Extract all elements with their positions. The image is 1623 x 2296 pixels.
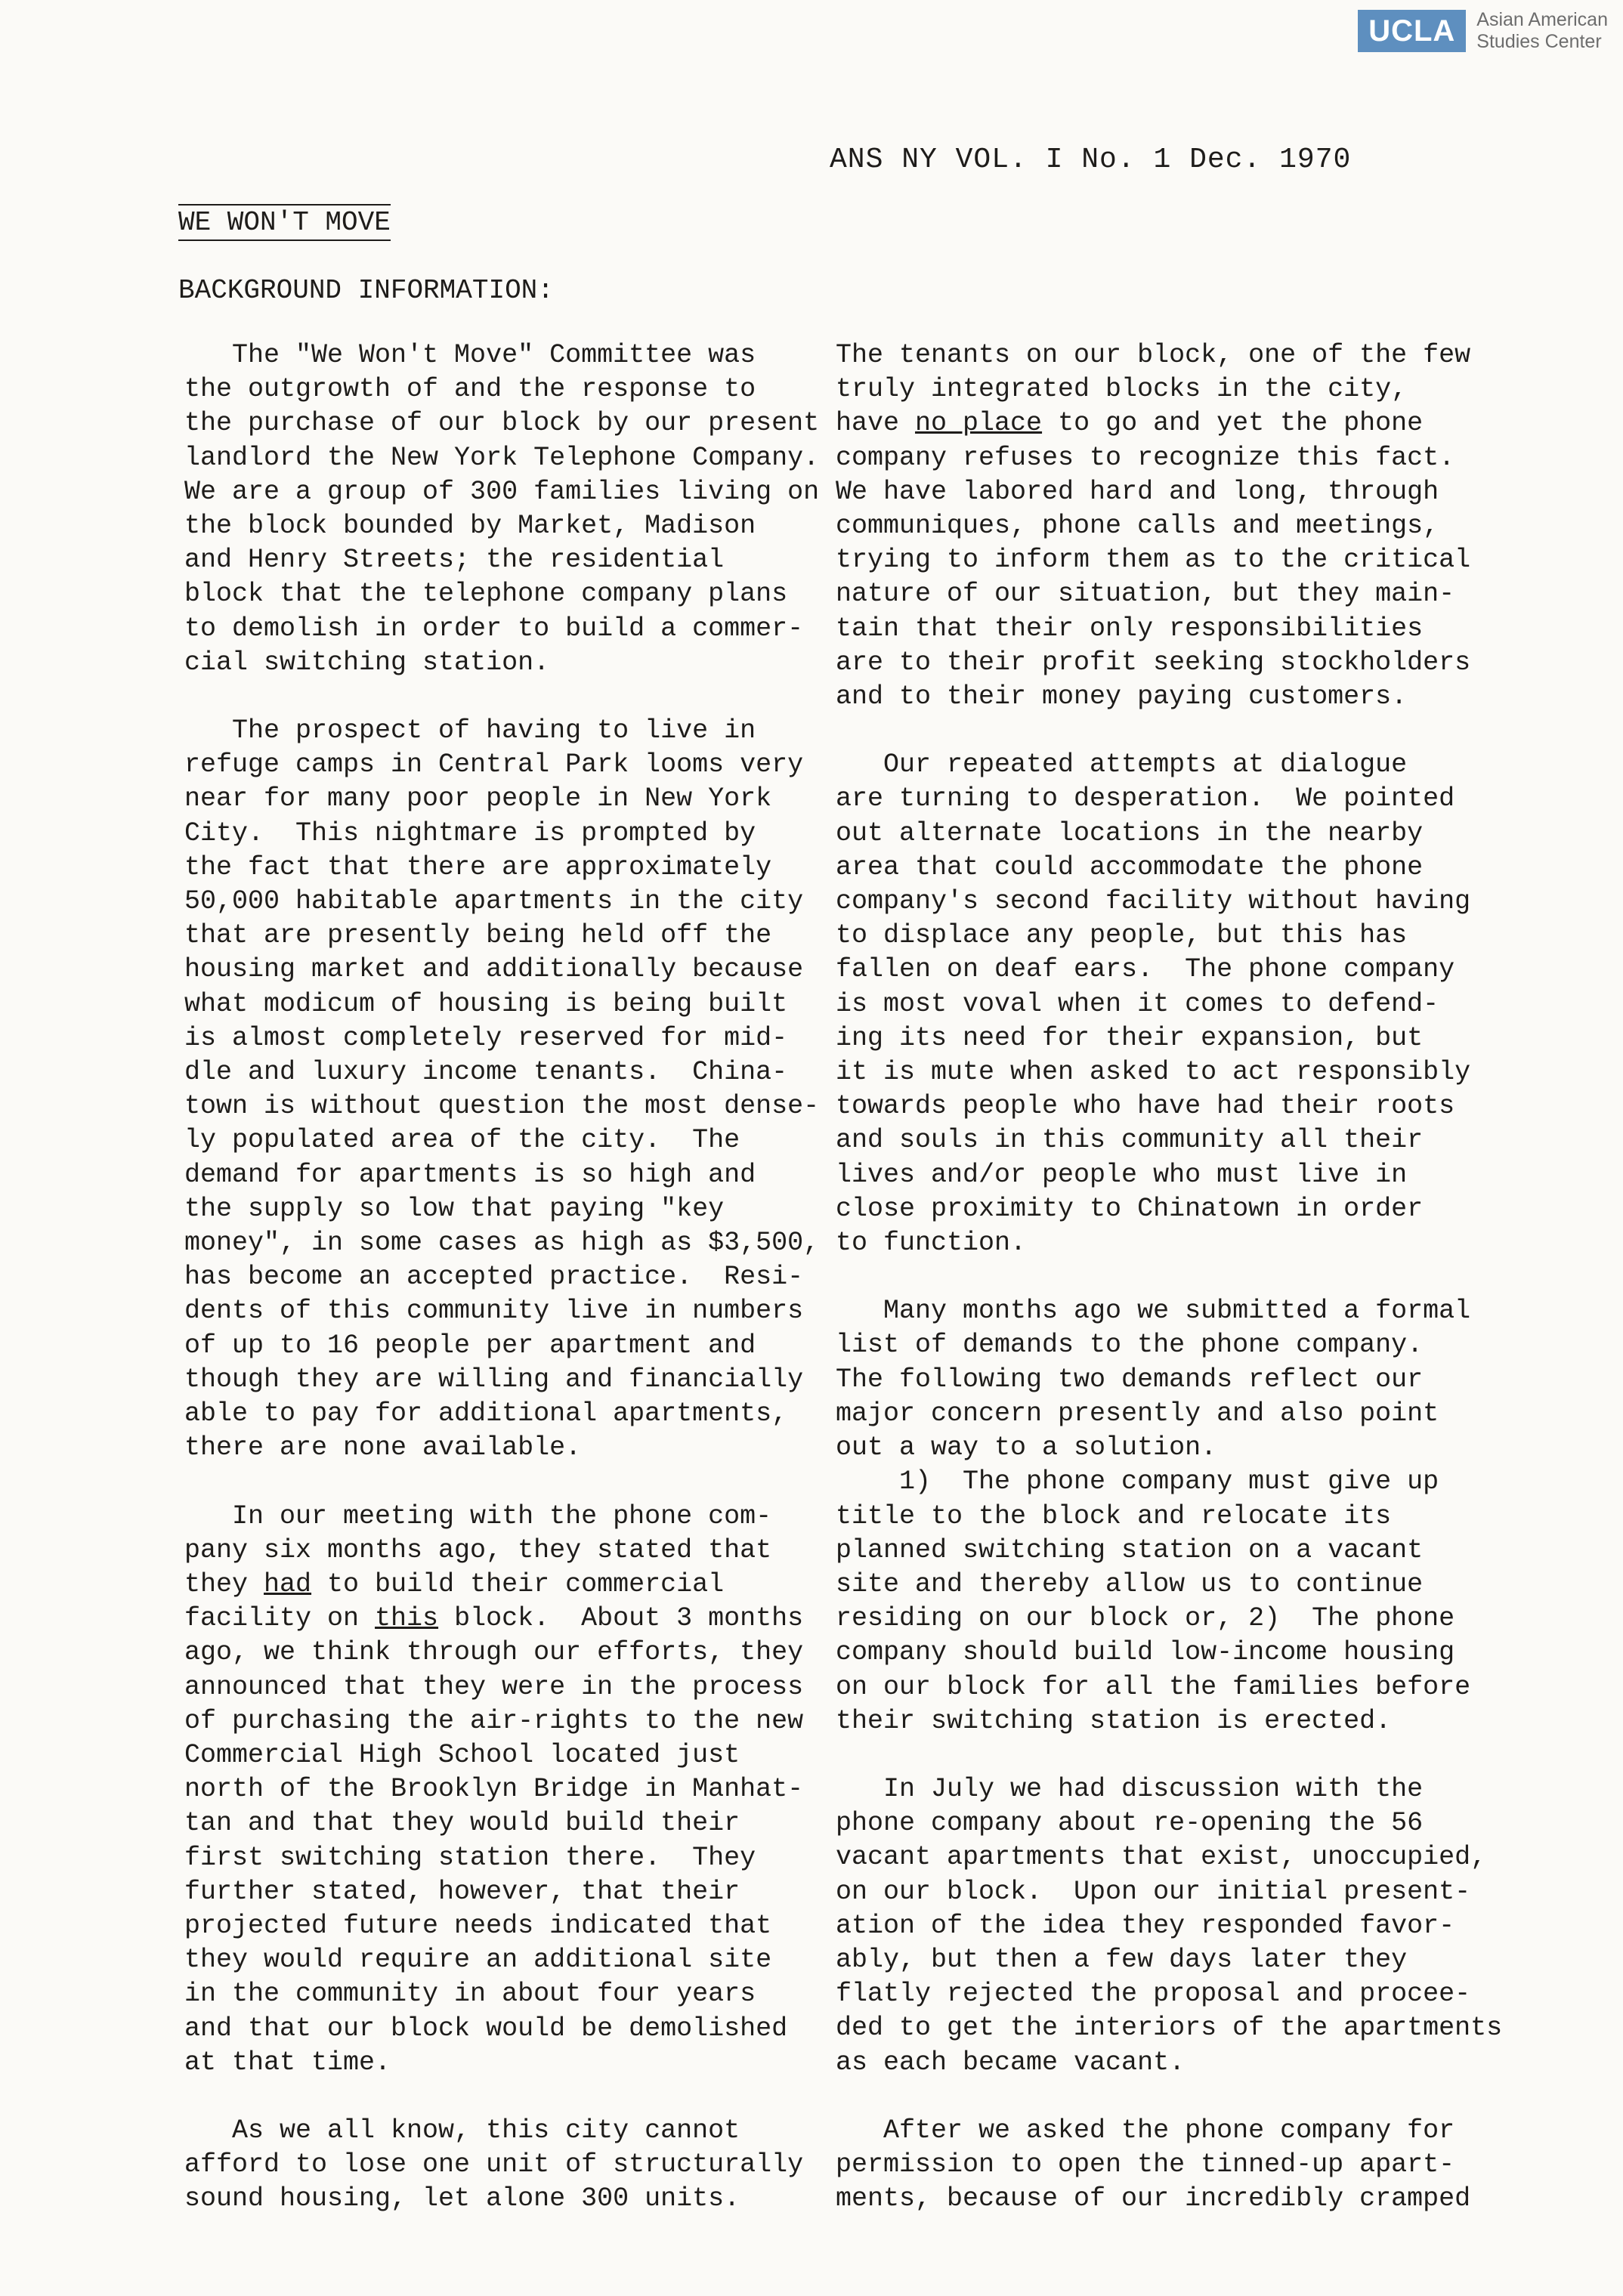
text-line: ded to get the interiors of the apartments [836,2013,1503,2044]
text-line: in the community in about four years [184,1979,756,2010]
text-line: ing its need for their expansion, but [836,1022,1424,1053]
text-run: they [184,1568,264,1599]
text-line: As we all know, this city cannot [184,2115,740,2146]
text-line: money", in some cases as high as $3,500, [184,1228,820,1259]
text-line: north of the Brooklyn Bridge in Manhat- [184,1774,804,1805]
text-line: City. This nightmare is prompted by [184,817,756,848]
text-line: pany six months ago, they stated that [184,1534,772,1565]
text-run: block. About 3 months [438,1603,804,1634]
text-line: 50,000 habitable apartments in the city [184,886,804,917]
text-line: lives and/or people who must live in [836,1159,1408,1190]
text-line [184,1568,819,1602]
text-line: cial switching station. [184,647,550,678]
text-line: the purchase of our block by our present [184,408,820,439]
paragraph [184,2114,819,2217]
text-line: town is without question the most dense- [184,1091,820,1122]
text-line: near for many poor people in New York [184,783,772,814]
text-line: ation of the idea they responded favor- [836,1910,1455,1941]
text-line: it is mute when asked to act responsibly [836,1057,1471,1088]
section-heading: BACKGROUND INFORMATION: [178,275,554,306]
text-line: and Henry Streets; the residential [184,545,725,576]
text-line: area that could accommodate the phone [836,851,1424,882]
text-line: has become an accepted practice. Resi- [184,1262,804,1293]
text-line: their switching station is erected. [836,1705,1392,1736]
ucla-logo: UCLA [1358,10,1466,52]
text-line: though they are willing and financially [184,1364,804,1395]
paragraph [184,338,819,680]
text-line: In our meeting with the phone com- [184,1500,772,1531]
text-line: and souls in this community all their [836,1125,1424,1156]
text-line: that are presently being held off the [184,920,772,951]
paragraph [184,1500,819,2080]
text-line: to function. [836,1228,1027,1259]
badge-caption [1476,9,1608,53]
text-line: company's second facility without having [836,886,1471,917]
ucla-aasc-badge [1358,9,1608,53]
text-line: Our repeated attempts at dialogue [836,749,1408,780]
text-line: After we asked the phone company for [836,2115,1455,2146]
text-line: ly populated area of the city. The [184,1125,740,1156]
text-line: trying to inform them as to the critical [836,545,1471,576]
text-line: housing market and additionally because [184,954,804,985]
text-line: the outgrowth of and the response to [184,374,756,405]
text-line: The prospect of having to live in [184,715,756,746]
text-line: to displace any people, but this has [836,920,1408,951]
text-line: ago, we think through our efforts, they [184,1637,804,1668]
text-line: dle and luxury income tenants. China- [184,1057,788,1088]
text-line: is most voval when it comes to defend- [836,988,1439,1019]
underlined-word: no place [915,408,1043,439]
text-line: of purchasing the air-rights to the new [184,1705,804,1736]
text-line: towards people who have had their roots [836,1091,1455,1122]
text-line: list of demands to the phone company. [836,1330,1424,1361]
text-line: and to their money paying customers. [836,681,1408,712]
text-line: are turning to desperation. We pointed [836,783,1455,814]
text-line: the supply so low that paying "key [184,1193,725,1224]
text-line: out alternate locations in the nearby [836,817,1424,848]
badge-line-2: Studies Center [1476,30,1602,52]
text-line: are to their profit seeking stockholders [836,647,1471,678]
text-line: what modicum of housing is being built [184,988,788,1019]
text-line: the block bounded by Market, Madison [184,511,756,542]
text-line: on our block for all the families before [836,1671,1471,1702]
text-line: tain that their only responsibilities [836,613,1424,644]
text-line [836,406,1501,440]
text-line: company should build low-income housing [836,1637,1455,1668]
text-line: 1) The phone company must give up [836,1466,1439,1497]
text-line: flatly rejected the proposal and procee- [836,1979,1471,2010]
text-line: projected future needs indicated that [184,1910,772,1941]
text-line: the fact that there are approximately [184,851,772,882]
text-line: block that the telephone company plans [184,579,788,610]
text-line: refuge camps in Central Park looms very [184,749,804,780]
text-line: title to the block and relocate its [836,1500,1392,1531]
text-line: communiques, phone calls and meetings, [836,511,1439,542]
text-line: of up to 16 people per apartment and [184,1330,756,1361]
page-title: WE WON'T MOVE [178,204,391,241]
text-line: In July we had discussion with the [836,1773,1424,1804]
text-line: they would require an additional site [184,1945,772,1976]
text-line: site and thereby allow us to continue [836,1568,1424,1599]
text-line: tan and that they would build their [184,1808,740,1839]
text-line: and that our block would be demolished [184,2013,788,2044]
text-line: Many months ago we submitted a formal [836,1296,1471,1327]
left-column [184,338,819,2251]
text-line: able to pay for additional apartments, [184,1398,788,1429]
paragraph [836,748,1501,1260]
text-line: Commercial High School located just [184,1739,740,1770]
text-line: planned switching station on a vacant [836,1534,1424,1565]
right-column [836,338,1501,2250]
text-line: landlord the New York Telephone Company. [184,442,820,473]
text-run: to build their commercial [311,1568,725,1599]
text-line: close proximity to Chinatown in order [836,1193,1424,1224]
paragraph [836,338,1501,714]
paragraph [836,1772,1501,2080]
text-line: afford to lose one unit of structurally [184,2149,804,2180]
text-line: ably, but then a few days later they [836,1944,1408,1975]
text-line: fallen on deaf ears. The phone company [836,954,1455,985]
text-line: The following two demands reflect our [836,1364,1424,1395]
text-line: vacant apartments that exist, unoccupied, [836,1842,1487,1873]
paragraph [836,2114,1501,2217]
text-run: to go and yet the phone [1042,408,1424,439]
text-run: facility on [184,1603,376,1634]
text-line: residing on our block or, 2) The phone [836,1603,1455,1634]
text-line: permission to open the tinned-up apart- [836,2149,1455,2180]
underlined-word: this [375,1603,439,1634]
text-line: on our block. Upon our initial present- [836,1876,1471,1907]
text-line: ments, because of our incredibly cramped [836,2183,1471,2214]
text-line: first switching station there. They [184,1842,756,1873]
text-line: at that time. [184,2047,391,2078]
text-line: is almost completely reserved for mid- [184,1022,788,1053]
text-line: We are a group of 300 families living on [184,476,820,507]
text-line: We have labored hard and long, through [836,476,1439,507]
text-line: major concern presently and also point [836,1398,1439,1429]
text-line: to demolish in order to build a commer- [184,613,804,644]
text-line: there are none available. [184,1432,582,1463]
text-line: The tenants on our block, one of the few [836,340,1471,370]
underlined-word: had [264,1568,312,1599]
text-line: demand for apartments is so high and [184,1159,756,1190]
text-line: dents of this community live in numbers [184,1296,804,1327]
text-line: company refuses to recognize this fact. [836,442,1455,473]
text-run: have [836,408,916,439]
text-line: as each became vacant. [836,2047,1186,2078]
paragraph [836,1294,1501,1738]
text-line: nature of our situation, but they main- [836,579,1455,610]
text-line: phone company about re-opening the 56 [836,1808,1424,1839]
text-line: announced that they were in the process [184,1671,804,1702]
text-line: The "We Won't Move" Committee was [184,340,756,370]
text-line: out a way to a solution. [836,1432,1217,1463]
text-line: sound housing, let alone 300 units. [184,2183,740,2214]
text-line [184,1602,819,1636]
badge-line-1: Asian American [1476,9,1608,30]
issue-header: ANS NY VOL. I No. 1 Dec. 1970 [830,144,1352,176]
paragraph [184,714,819,1465]
text-line: truly integrated blocks in the city, [836,374,1408,405]
text-line: further stated, however, that their [184,1876,740,1907]
